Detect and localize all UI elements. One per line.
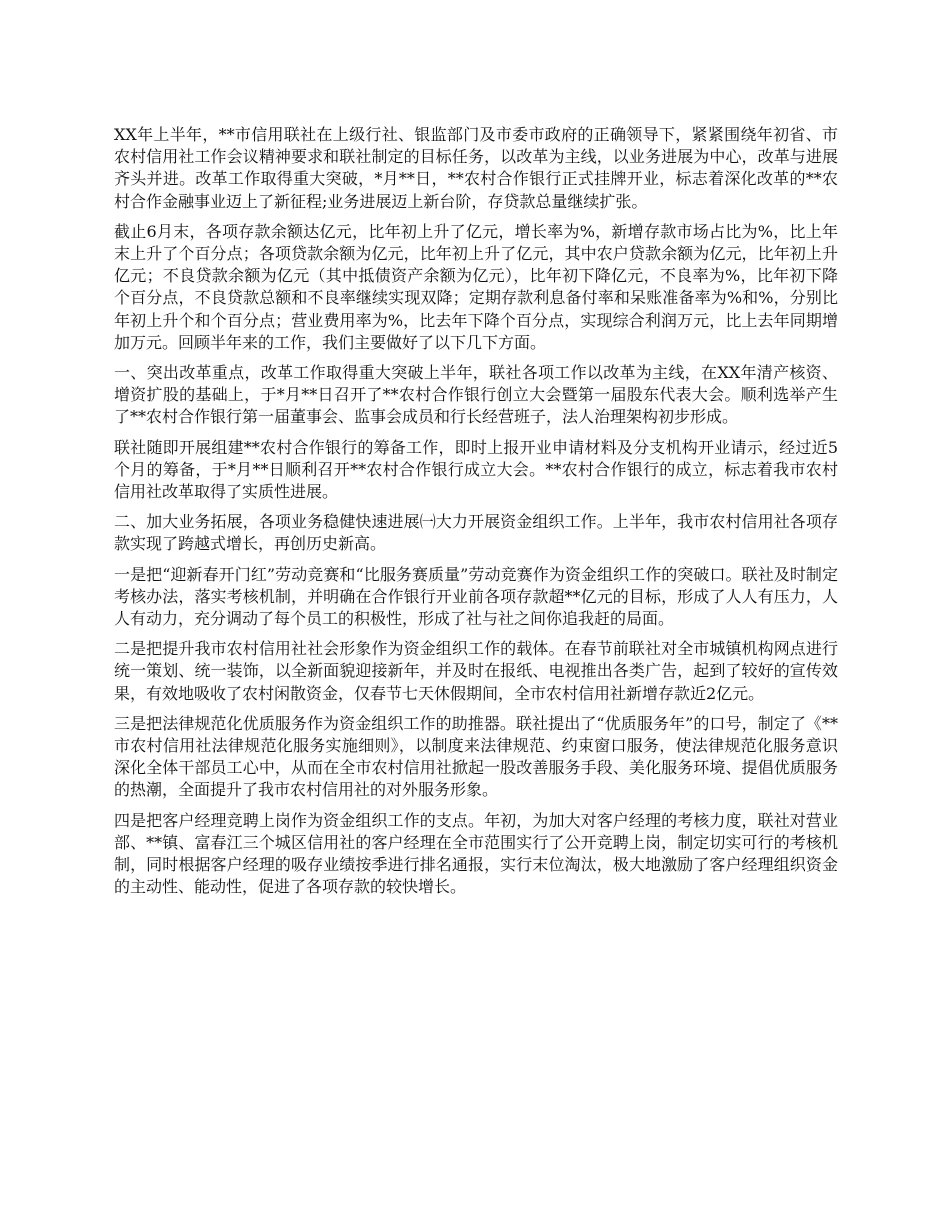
paragraph-performance-summary: 截止6月末，各项存款余额达亿元，比年初上升了亿元，增长率为%，新增存款市场占比为%，比上年末上升了个百分点；各项贷款余额为亿元，比年初上升了亿元，其中农户贷款余额为亿元，比年初上升亿元；不良贷款余额为亿元（其中抵债资产余额为亿元），比年初下降亿元，不良率为%，比年初下降个百分点，不良贷款总额和不良率继续实现双降；定期存款利息备付率和呆账准备率为%和%，分别比年初上升个和个百分点；营业费用率为%，比去年下降个百分点，实现综合利润万元，比上去年同期增加万元。回顾半年来的工作，我们主要做好了以下几下方面。 — [114, 221, 838, 352]
document-body — [114, 124, 838, 907]
paragraph-intro: XX年上半年，**市信用联社在上级行社、银监部门及市委市政府的正确领导下，紧紧围绕年初省、市农村信用社工作会议精神要求和联社制定的目标任务，以改革为主线，以业务进展为中心，改革与进展齐头并进。改革工作取得重大突破，*月**日，**农村合作银行正式挂牌开业，标志着深化改革的**农村合作金融事业迈上了新征程;业务进展迈上新台阶，存贷款总量继续扩张。 — [114, 125, 838, 211]
paragraph-point-two: 二是把提升我市农村信用社社会形象作为资金组织工作的载体。在春节前联社对全市城镇机构网点进行统一策划、统一装饰，以全新面貌迎接新年，并及时在报纸、电视推出各类广告，起到了较好的宣传效果，有效地吸收了农村闲散资金，仅春节七天休假期间，全市农村信用社新增存款近2亿元。 — [114, 639, 838, 703]
paragraph-bank-preparation: 联社随即开展组建**农村合作银行的筹备工作，即时上报开业申请材料及分支机构开业请示，经过近5个月的筹备，于*月**日顺利召开**农村合作银行成立大会。**农村合作银行的成立，标志着我市农村信用社改革取得了实质性进展。 — [114, 437, 838, 502]
paragraph-point-one: 一是把“迎新春开门红”劳动竞赛和“比服务赛质量”劳动竞赛作为资金组织工作的突破口。联社及时制定考核办法，落实考核机制，并明确在合作银行开业前各项存款超**亿元的目标，形成了人人有压力，人人有动力，充分调动了每个员工的积极性，形成了社与社之间你追我赶的局面。 — [114, 564, 838, 629]
paragraph-point-three: 三是把法律规范化优质服务作为资金组织工作的助推器。联社提出了“优质服务年”的口号，制定了《**市农村信用社法律规范化服务实施细则》，以制度来法律规范、约束窗口服务，使法律规范化服务意识深化全体干部员工心中，从而在全市农村信用社掀起一股改善服务手段、美化服务环境、提倡优质服务的热潮，全面提升了我市农村信用社的对外服务形象。 — [114, 713, 838, 800]
paragraph-section-one-reform: 一、突出改革重点，改革工作取得重大突破上半年，联社各项工作以改革为主线，在XX年清产核资、增资扩股的基础上，于*月**日召开了**农村合作银行创立大会暨第一届股东代表大会。顺利选举产生了**农村合作银行第一届董事会、监事会成员和行长经营班子，法人治理架构初步形成。 — [114, 363, 838, 427]
paragraph-section-two-business: 二、加大业务拓展，各项业务稳健快速进展㈠大力开展资金组织工作。上半年，我市农村信用社各项存款实现了跨越式增长，再创历史新高。 — [114, 512, 838, 554]
paragraph-point-four: 四是把客户经理竞聘上岗作为资金组织工作的支点。年初，为加大对客户经理的考核力度，联社对营业部、**镇、富春江三个城区信用社的客户经理在全市范围实行了公开竞聘上岗，制定切实可行的考核机制，同时根据客户经理的吸存业绩按季进行排名通报，实行末位淘汰，极大地激励了客户经理组织资金的主动性、能动性，促进了各项存款的较快增长。 — [114, 810, 838, 897]
